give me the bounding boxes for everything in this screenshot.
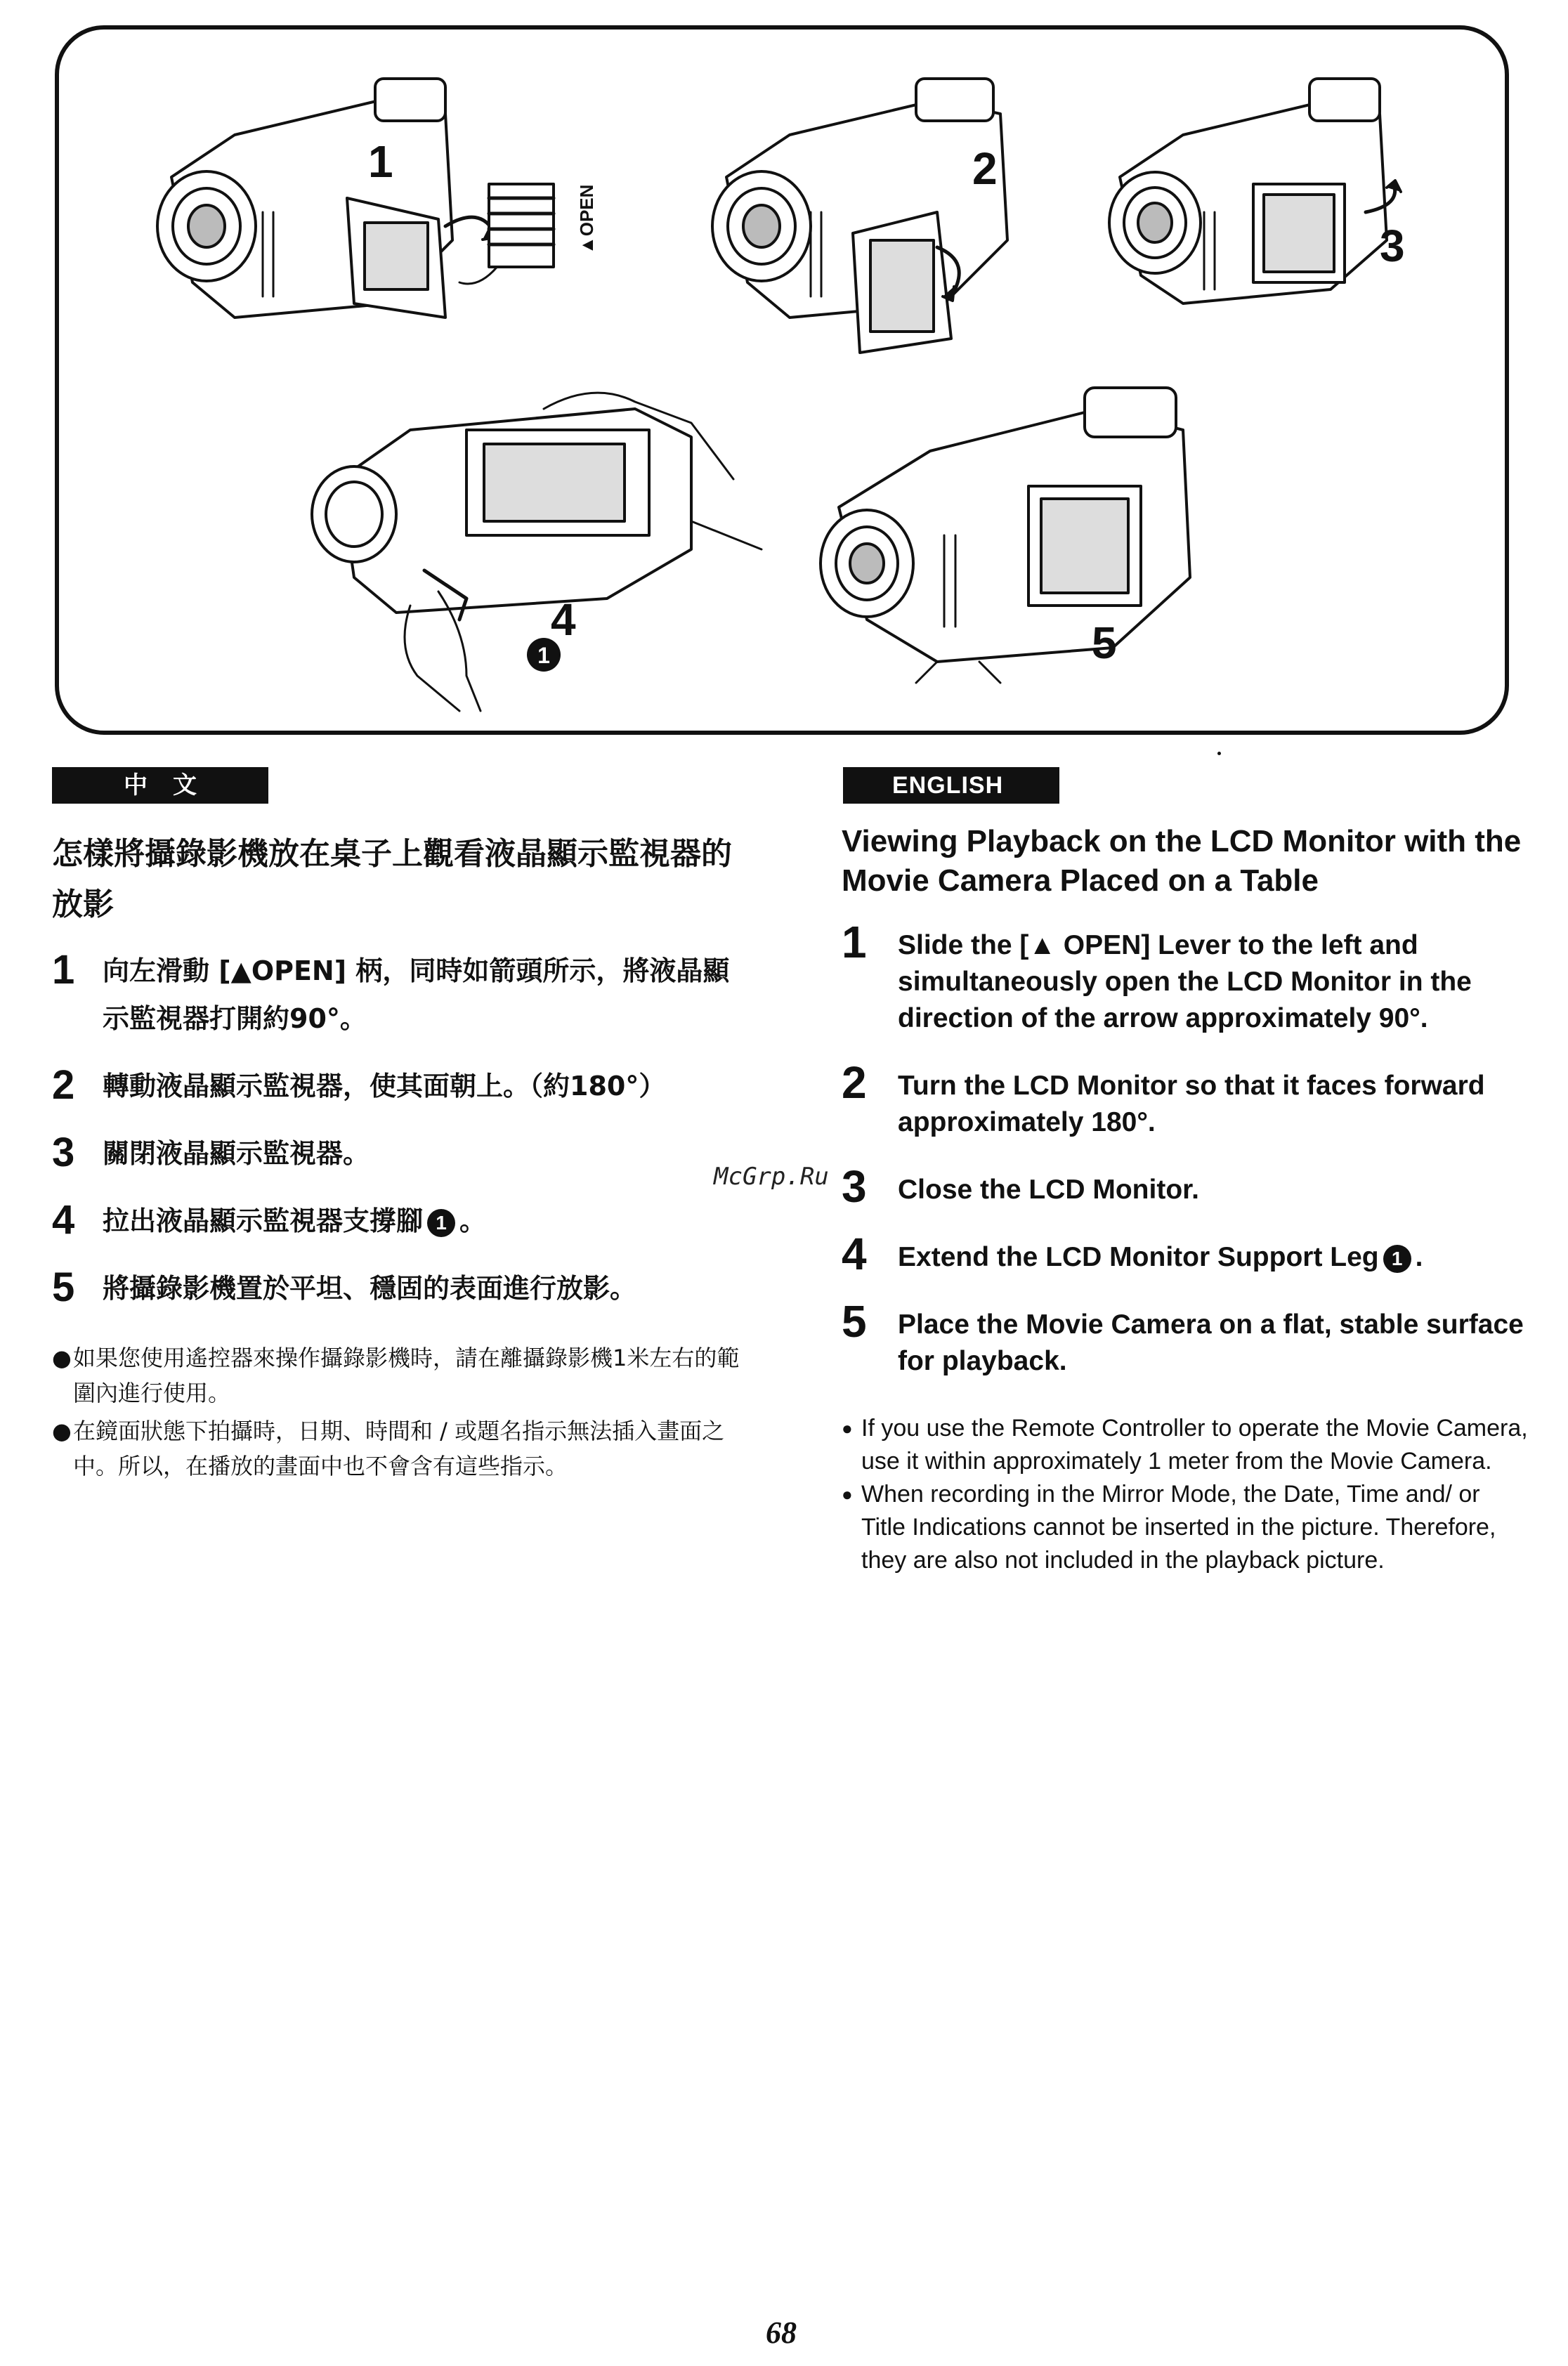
step-number: 5 [842, 1296, 867, 1347]
bullet-icon: ● [842, 1484, 853, 1505]
chinese-heading: 怎樣將攝錄影機放在桌子上觀看液晶顯示監視器的放影 [52, 836, 732, 922]
stray-dot [1217, 752, 1221, 755]
step-number: 4 [842, 1229, 867, 1279]
step-number: 2 [52, 1062, 75, 1108]
svg-text:1: 1 [537, 643, 550, 668]
step-number: 2 [842, 1057, 867, 1108]
camera-step3-illustration [1109, 79, 1401, 303]
chinese-note-2: ● 在鏡面狀態下拍攝時，日期、時間和 / 或題名指示無法插入畫面之中。所以，在播放的畫面中也不會含有這些指示。 [52, 1413, 754, 1484]
english-step-1 [842, 917, 1530, 1037]
step-text: Extend the LCD Monitor Support Leg 1 . [898, 1242, 1423, 1272]
chinese-step-3 [52, 1130, 754, 1177]
chinese-step-5 [52, 1264, 754, 1312]
camera-step1-illustration [157, 79, 502, 318]
step-text: Turn the LCD Monitor so that it faces forward approximately 180°. [898, 1071, 1485, 1137]
step-label-1: 1 [368, 136, 393, 187]
bullet-icon: ● [842, 1418, 853, 1439]
chinese-note-1: ● 如果您使用遙控器來操作攝錄影機時，請在離攝錄影機1米左右的範圍內進行使用。 [52, 1340, 754, 1411]
english-note-2: ● When recording in the Mirror Mode, the Date, Time and/ or Title Indications cannot be inserted in the picture. Therefore, they are also not included in the playback picture. [842, 1478, 1530, 1577]
step-text: 關閉液晶顯示監視器。 [103, 1138, 370, 1169]
step-number: 1 [842, 917, 867, 967]
english-step-4 [842, 1229, 1530, 1279]
chinese-section-tab: 中文 [52, 767, 268, 804]
camera-step2-illustration [712, 79, 1007, 353]
open-lever-label: ▲OPEN [576, 184, 597, 254]
open-lever-detail [489, 184, 597, 267]
bullet-icon: ● [52, 1345, 72, 1371]
step-label-5: 5 [1092, 617, 1117, 668]
step-number: 1 [52, 947, 75, 993]
chinese-column [52, 829, 754, 1486]
step-text: 將攝錄影機置於平坦、穩固的表面進行放影。 [103, 1273, 637, 1304]
english-step-5 [842, 1296, 1530, 1380]
step-label-4: 4 [551, 594, 576, 645]
support-leg-callout-badge: 1 [427, 1209, 455, 1237]
step-text: 向左滑動 [▲OPEN] 柄，同時如箭頭所示，將液晶顯示監視器打開約90°。 [103, 955, 730, 1034]
chinese-step-2 [52, 1062, 754, 1110]
illustration-panel [55, 25, 1509, 735]
step-text: Place the Movie Camera on a flat, stable surface for playback. [898, 1309, 1524, 1376]
support-leg-callout [527, 638, 561, 672]
step-number: 3 [52, 1130, 75, 1175]
english-step-2 [842, 1057, 1530, 1141]
step-number: 3 [842, 1161, 867, 1212]
camcorder-illustrations [59, 30, 1505, 731]
english-heading: Viewing Playback on the LCD Monitor with the Movie Camera Placed on a Table [842, 824, 1522, 898]
step-label-3: 3 [1380, 221, 1405, 271]
chinese-step-1 [52, 947, 754, 1043]
step-number: 5 [52, 1264, 75, 1310]
watermark: McGrp.Ru [714, 1163, 829, 1191]
step-text: 拉出液晶顯示監視器支撐腳 1 。 [103, 1205, 487, 1236]
english-section-tab: ENGLISH [843, 767, 1059, 804]
step-text: Slide the [▲ OPEN] Lever to the left and simultaneously open the LCD Monitor in the direction of the arrow approximately 90°. [898, 930, 1472, 1033]
chinese-step-4 [52, 1197, 754, 1245]
support-leg-callout-badge: 1 [1383, 1245, 1411, 1273]
page-number: 68 [766, 2315, 797, 2350]
step-number: 4 [52, 1197, 75, 1243]
camera-step5-illustration [821, 388, 1190, 683]
bullet-icon: ● [52, 1418, 72, 1444]
step-text: Close the LCD Monitor. [898, 1175, 1199, 1205]
english-notes [842, 1412, 1530, 1577]
english-note-1: ● If you use the Remote Controller to operate the Movie Camera, use it within approximately 1 meter from the Movie Camera. [842, 1412, 1530, 1478]
english-step-3 [842, 1161, 1530, 1212]
english-column [842, 822, 1530, 1577]
chinese-notes [52, 1340, 754, 1484]
step-label-2: 2 [972, 143, 998, 194]
step-text: 轉動液晶顯示監視器，使其面朝上。（約180°） [103, 1071, 666, 1102]
